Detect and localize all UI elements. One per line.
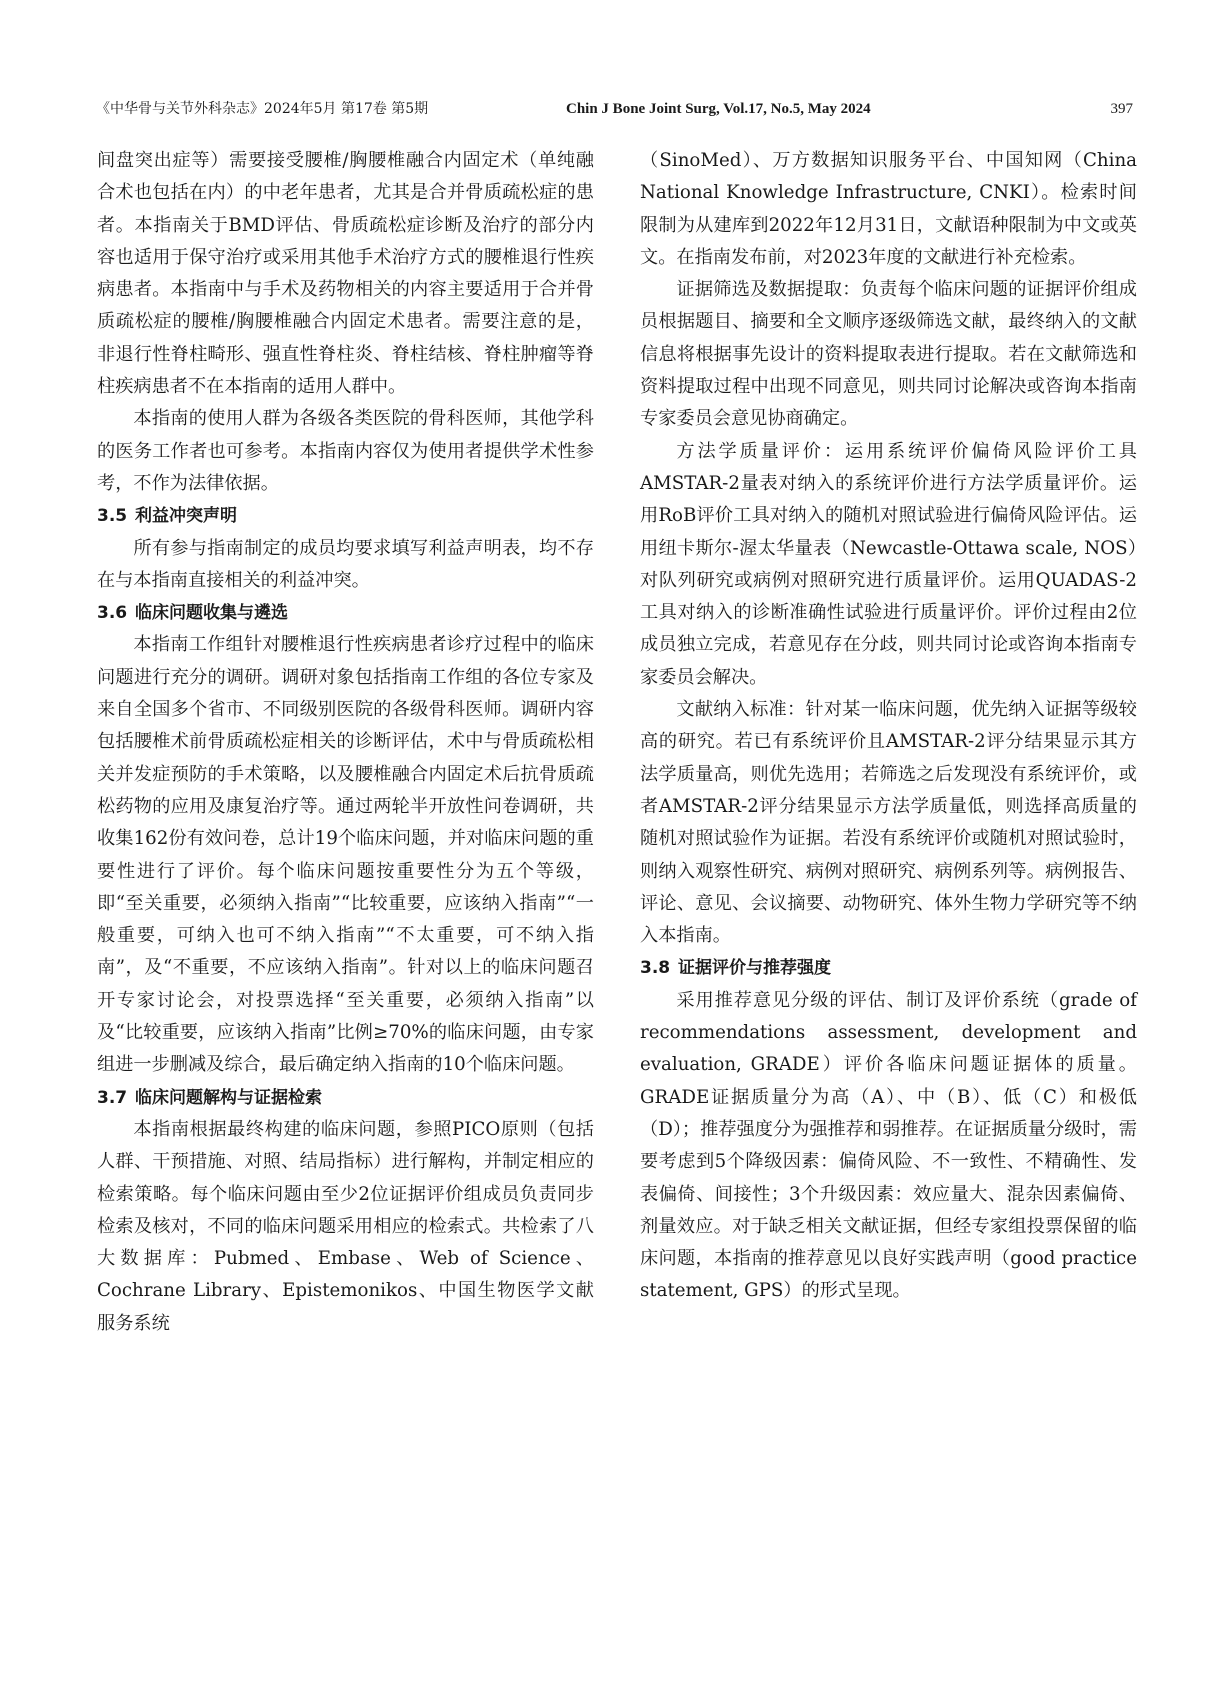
section-number: 3.8 [640, 958, 671, 979]
section-title: 利益冲突声明 [135, 506, 237, 527]
page-number: 397 [1110, 101, 1133, 117]
paragraph-continued: 间盘突出症等）需要接受腰椎/胸腰椎融合内固定术（单纯融合术也包括在内）的中老年患者，尤其是合并骨质疏松症的患者。本指南关于BMD评估、骨质疏松症诊断及治疗的部分内容也适用于保守治疗或采用其他手术治疗方式的腰椎退行性疾病患者。本指南中与手术及药物相关的内容主要适用于合并骨质疏松症的腰椎/胸腰椎融合内固定术患者。需要注意的是，非退行性脊柱畸形、强直性脊柱炎、脊柱结核、脊柱肿瘤等脊柱疾病患者不在本指南的适用人群中。 [97, 150, 594, 398]
section-heading-3-7 [97, 1082, 594, 1114]
paragraph-inclusion-criteria: 文献纳入标准：针对某一临床问题，优先纳入证据等级较高的研究。若已有系统评价且AMSTAR-2评分结果显示其方法学质量高，则优先选用；若筛选之后发现没有系统评价，或者AMSTAR-2评分结果显示方法学质量低，则选择高质量的随机对照试验作为证据。若没有系统评价或随机对照试验时，则纳入观察性研究、病例对照研究、病例系列等。病例报告、评论、意见、会议摘要、动物研究、体外生物力学研究等不纳入本指南。 [640, 699, 1137, 947]
section-heading-3-5 [97, 500, 594, 532]
paragraph-question-collection: 本指南工作组针对腰椎退行性疾病患者诊疗过程中的临床问题进行充分的调研。调研对象包括指南工作组的各位专家及来自全国多个省市、不同级别医院的各级骨科医师。调研内容包括腰椎术前骨质疏松症相关的诊断评估，术中与骨质疏松相关并发症预防的手术策略，以及腰椎融合内固定术后抗骨质疏松药物的应用及康复治疗等。通过两轮半开放性问卷调研，共收集162份有效问卷，总计19个临床问题，并对临床问题的重要性进行了评价。每个临床问题按重要性分为五个等级，即“至关重要，必须纳入指南”“比较重要，应该纳入指南”“一般重要，可纳入也可不纳入指南”“不太重要，可不纳入指南”，及“不重要，不应该纳入指南”。针对以上的临床问题召开专家讨论会，对投票选择“至关重要，必须纳入指南”以及“比较重要，应该纳入指南”比例≥70%的临床问题，由专家组进一步删减及综合，最后确定纳入指南的10个临床问题。 [97, 634, 594, 1076]
section-number: 3.7 [97, 1087, 128, 1108]
section-title: 证据评价与推荐强度 [678, 958, 831, 979]
section-number: 3.5 [97, 506, 128, 527]
section-number: 3.6 [97, 603, 128, 624]
running-header [96, 96, 1133, 122]
right-column [640, 145, 1137, 1308]
header-english-citation: Chin J Bone Joint Surg, Vol.17, No.5, May 2024 [566, 101, 871, 117]
paragraph-grade-system: 采用推荐意见分级的评估、制订及评价系统（grade of recommendations assessment, development and evaluation, GRADE）评价各临床问题证据体的质量。GRADE证据质量分为高（A）、中（B）、低（C）和极低（D）；推荐强度分为强推荐和弱推荐。在证据质量分级时，需要考虑到5个降级因素：偏倚风险、不一致性、不精确性、发表偏倚、间接性；3个升级因素：效应量大、混杂因素偏倚、剂量效应。对于缺乏相关文献证据，但经专家组投票保留的临床问题，本指南的推荐意见以良好实践声明（good practice statement, GPS）的形式呈现。 [640, 989, 1137, 1302]
section-title: 临床问题收集与遴选 [135, 603, 288, 624]
paragraph-evidence-search: 本指南根据最终构建的临床问题，参照PICO原则（包括人群、干预措施、对照、结局指标）进行解构，并制定相应的检索策略。每个临床问题由至少2位证据评价组成员负责同步检索及核对，不同的临床问题采用相应的检索式。共检索了八大数据库：Pubmed、Embase、Web of Science、Cochrane Library、Epistemonikos、中国生物医学文献服务系统 [97, 1118, 594, 1334]
paragraph-continued: （SinoMed）、万方数据知识服务平台、中国知网（China National Knowledge Infrastructure, CNKI）。检索时间限制为从建库到2022年12月31日，文献语种限制为中文或英文。在指南发布前，对2023年度的文献进行补充检索。 [640, 150, 1137, 268]
paragraph-quality-assessment: 方法学质量评价：运用系统评价偏倚风险评价工具AMSTAR-2量表对纳入的系统评价进行方法学质量评价。运用RoB评价工具对纳入的随机对照试验进行偏倚风险评估。运用纽卡斯尔-渥太华量表（Newcastle-Ottawa scale, NOS）对队列研究或病例对照研究进行质量评价。运用QUADAS-2工具对纳入的诊断准确性试验进行质量评价。评价过程由2位成员独立完成，若意见存在分歧，则共同讨论或咨询本指南专家委员会解决。 [640, 440, 1137, 688]
header-journal-issue: 《中华骨与关节外科杂志》2024年5月 第17卷 第5期 [96, 101, 429, 117]
section-heading-3-6 [97, 597, 594, 629]
paragraph-target-users: 本指南的使用人群为各级各类医院的骨科医师，其他学科的医务工作者也可参考。本指南内容仅为使用者提供学术性参考，不作为法律依据。 [97, 408, 594, 494]
left-column [97, 145, 594, 1340]
paragraph-conflict-of-interest: 所有参与指南制定的成员均要求填写利益声明表，均不存在与本指南直接相关的利益冲突。 [97, 537, 594, 591]
section-heading-3-8 [640, 952, 1137, 984]
paragraph-screening: 证据筛选及数据提取：负责每个临床问题的证据评价组成员根据题目、摘要和全文顺序逐级筛选文献，最终纳入的文献信息将根据事先设计的资料提取表进行提取。若在文献筛选和资料提取过程中出现不同意见，则共同讨论解决或咨询本指南专家委员会意见协商确定。 [640, 279, 1137, 430]
section-title: 临床问题解构与证据检索 [135, 1087, 322, 1108]
